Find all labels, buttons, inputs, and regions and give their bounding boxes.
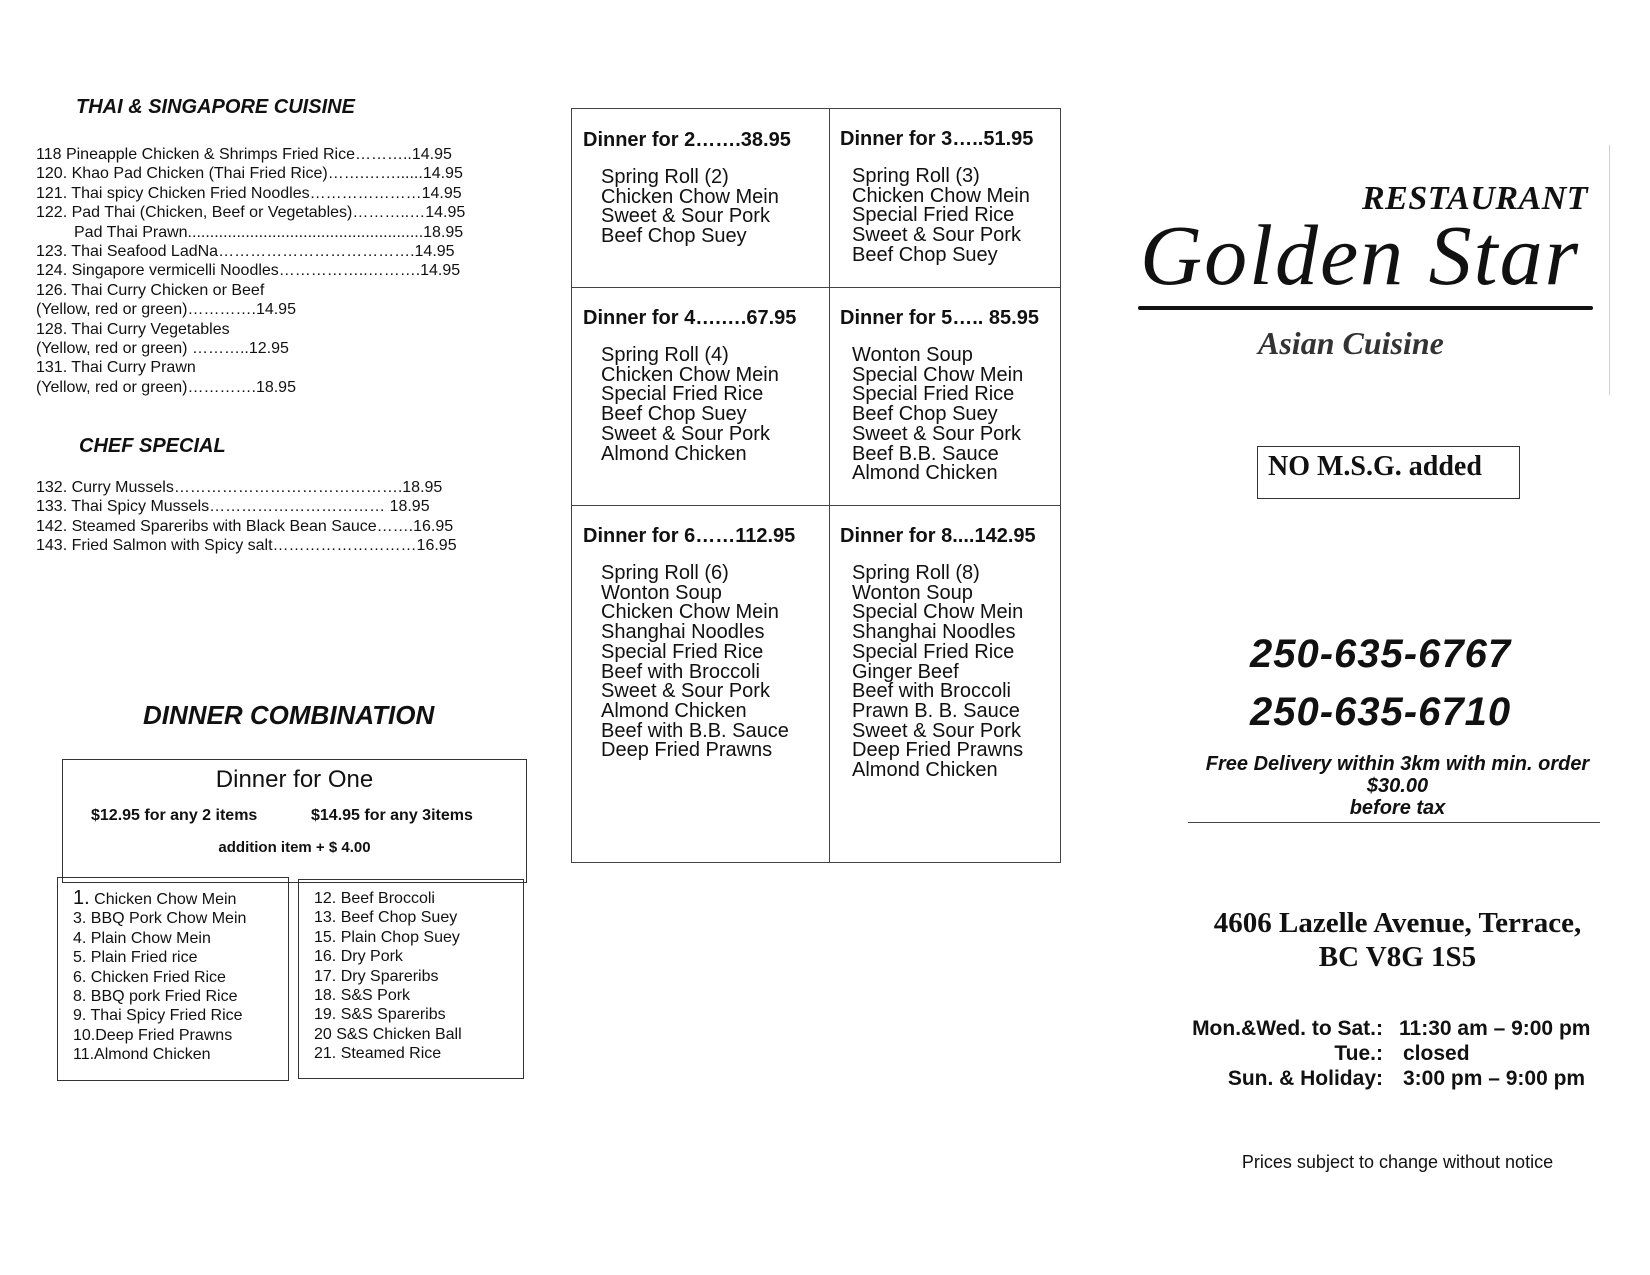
hours-row <box>1180 1066 1625 1091</box>
list-item: Wonton Soup <box>852 344 973 366</box>
list-item: Sweet & Sour Pork <box>852 719 1021 742</box>
list-item: 15. Plain Chop Suey <box>314 928 460 946</box>
list-item: Chicken Chow Mein <box>601 363 779 386</box>
thai-menu-list <box>36 145 486 397</box>
list-item: 6. Chicken Fried Rice <box>73 968 226 986</box>
phone-number-1: 250-635-6767 <box>1250 632 1512 676</box>
dinner-combination-title: DINNER COMBINATION <box>143 700 435 730</box>
dinner-set-items <box>583 346 796 464</box>
list-item: Special Fried Rice <box>852 204 1015 227</box>
price-three-items: $14.95 for any 3items <box>311 807 473 824</box>
list-item: 17. Dry Spareribs <box>314 967 439 985</box>
list-item: Beef with Broccoli <box>601 660 760 683</box>
list-item: Wonton Soup <box>852 581 973 604</box>
restaurant-label: RESTAURANT <box>1362 180 1589 217</box>
tagline: Asian Cuisine <box>1258 325 1444 361</box>
list-item: 13. Beef Chop Suey <box>314 909 458 927</box>
list-item: Sweet & Sour Pork <box>852 224 1021 247</box>
list-item: Almond Chicken <box>601 699 747 722</box>
list-item: Almond Chicken <box>601 442 747 465</box>
list-item: Special Fried Rice <box>852 640 1015 663</box>
dinner-set-items <box>583 564 795 761</box>
list-item: 11.Almond Chicken <box>73 1046 211 1064</box>
menu-item-variant: (Yellow, red or green)………….14.95 <box>36 301 296 319</box>
list-item: Sweet & Sour Pork <box>601 205 770 228</box>
list-item: 18. S&S Pork <box>314 987 411 1005</box>
list-item: 19. S&S Spareribs <box>314 1006 446 1024</box>
thai-section-title: THAI & SINGAPORE CUISINE <box>76 96 355 118</box>
phone-number-2: 250-635-6710 <box>1250 690 1512 734</box>
dinner-for-8 <box>840 525 1036 781</box>
list-item: Spring Roll (2) <box>601 166 729 188</box>
dinner-for-6 <box>583 525 795 761</box>
list-item: Special Chow Mein <box>852 601 1024 624</box>
list-item: 12. Beef Broccoli <box>314 890 435 907</box>
menu-item: 143. Fried Salmon with Spicy salt………………………16.95 <box>36 537 457 555</box>
menu-item: 126. Thai Curry Chicken or Beef <box>36 281 265 299</box>
list-item: 3. BBQ Pork Chow Mein <box>73 910 247 928</box>
menu-item: 121. Thai spicy Chicken Fried Noodles…………………14.95 <box>36 184 462 202</box>
list-item: 16. Dry Pork <box>314 948 403 966</box>
dinner-set-items <box>840 346 1039 484</box>
address-line: BC V8G 1S5 <box>1318 941 1477 973</box>
list-item: Ginger Beef <box>852 660 959 683</box>
combo-left-list-box <box>57 877 289 1081</box>
list-item: Beef with Broccoli <box>852 680 1011 703</box>
menu-item: 133. Thai Spicy Mussels…………………………… 18.95 <box>36 498 430 516</box>
opening-hours <box>1180 1016 1625 1091</box>
list-item: 8. BBQ pork Fried Rice <box>73 988 238 1006</box>
list-item: Chicken Chow Mein <box>852 184 1030 207</box>
list-item: Chicken Chow Mein <box>601 601 779 624</box>
menu-item-variant: (Yellow, red or green)………….18.95 <box>36 378 296 396</box>
list-item: Special Fried Rice <box>852 383 1015 406</box>
dinner-set-items <box>840 564 1036 781</box>
menu-item: 120. Khao Pad Chicken (Thai Fried Rice)…….……......14.95 <box>36 165 463 183</box>
hours-value: 11:30 am – 9:00 pm <box>1399 1017 1591 1040</box>
dinner-set-items <box>840 167 1033 266</box>
list-item: Beef Chop Suey <box>852 243 998 266</box>
combo-right-list-box <box>298 879 524 1079</box>
delivery-line: before tax <box>1349 797 1446 819</box>
combo-right-list <box>314 889 462 1064</box>
dinner-set-title: Dinner for 3…..51.95 <box>840 128 1034 150</box>
delivery-line: Free Delivery within 3km with min. order <box>1205 753 1590 775</box>
hours-label: Sun. & Holiday: <box>1227 1067 1383 1090</box>
menu-item: 122. Pad Thai (Chicken, Beef or Vegetables)………..…14.95 <box>36 204 466 222</box>
address <box>1180 906 1615 974</box>
list-item: Spring Roll (8) <box>852 562 980 584</box>
menu-item: Pad Thai Prawn.....................................................18.95 <box>74 223 464 241</box>
grid-divider <box>572 287 1060 288</box>
dinner-set-title: Dinner for 6……112.95 <box>583 525 796 547</box>
dinner-set-title: Dinner for 4….….67.95 <box>583 307 797 329</box>
list-item: Beef Chop Suey <box>601 403 747 426</box>
list-item: Chicken Chow Mein <box>601 185 779 208</box>
list-item: Shanghai Noodles <box>852 621 1016 644</box>
dinner-for-3 <box>840 128 1033 266</box>
dinner-for-one-box <box>62 759 527 883</box>
dinner-set-title: Dinner for 8....142.95 <box>840 525 1036 547</box>
list-item: 20 S&S Chicken Ball <box>314 1025 462 1043</box>
list-item: Special Fried Rice <box>601 640 764 663</box>
list-item: Deep Fried Prawns <box>601 739 773 762</box>
list-item: Special Chow Mein <box>852 363 1024 386</box>
list-item: Beef Chop Suey <box>601 225 747 248</box>
price-two-items: $12.95 for any 2 items <box>91 807 258 824</box>
hours-label: Mon.&Wed. to Sat.: <box>1192 1017 1383 1040</box>
menu-item: 142. Steamed Spareribs with Black Bean Sauce…….16.95 <box>36 517 454 535</box>
hours-row <box>1180 1041 1625 1066</box>
list-item: Sweet & Sour Pork <box>852 422 1021 445</box>
list-item: Prawn B. B. Sauce <box>852 699 1020 722</box>
menu-item: 118 Pineapple Chicken & Shrimps Fried Rice………..14.95 <box>36 146 452 163</box>
dinner-for-5 <box>840 307 1039 484</box>
list-item: 9. Thai Spicy Fried Rice <box>73 1007 243 1025</box>
dinner-sets-grid <box>571 108 1061 863</box>
list-item: Spring Roll (6) <box>601 562 729 584</box>
list-item: Almond Chicken <box>852 462 998 485</box>
price-notice: Prices subject to change without notice <box>1241 1152 1554 1172</box>
logo-underline <box>1138 306 1593 310</box>
hours-label: Tue.: <box>1334 1042 1383 1065</box>
list-item: 21. Steamed Rice <box>314 1045 442 1063</box>
dinner-for-4 <box>583 307 796 464</box>
list-item: Spring Roll (4) <box>601 344 729 366</box>
menu-item: 131. Thai Curry Prawn <box>36 359 196 377</box>
chef-menu-list <box>36 478 486 556</box>
addition-price: addition item + $ 4.00 <box>218 839 371 856</box>
hours-value: 3:00 pm – 9:00 pm <box>1403 1067 1586 1090</box>
restaurant-logo-name: Golden Star <box>1140 207 1581 303</box>
hours-value: closed <box>1403 1042 1470 1065</box>
menu-item-variant: (Yellow, red or green) ………..12.95 <box>36 339 289 357</box>
list-item: Beef B.B. Sauce <box>852 442 999 465</box>
msg-badge <box>1257 446 1520 499</box>
delivery-divider <box>1188 822 1600 823</box>
list-item: Wonton Soup <box>601 581 722 604</box>
address-line: 4606 Lazelle Avenue, Terrace, <box>1213 907 1582 939</box>
menu-item: 132. Curry Mussels…………………………………….18.95 <box>36 479 443 496</box>
menu-item: 123. Thai Seafood LadNa……………………………….14.95 <box>36 242 455 260</box>
dinner-for-2 <box>583 129 791 247</box>
list-item: Deep Fried Prawns <box>852 739 1024 762</box>
delivery-info <box>1180 753 1615 819</box>
hours-row <box>1180 1016 1625 1041</box>
list-item: 1. Chicken Chow Mein <box>73 887 237 909</box>
msg-badge-text: NO M.S.G. added <box>1268 451 1482 482</box>
grid-divider <box>829 109 830 862</box>
chef-section-title: CHEF SPECIAL <box>79 435 226 457</box>
dinner-set-title: Dinner for 5….. 85.95 <box>840 307 1039 329</box>
combo-left-list <box>73 889 246 1065</box>
list-item: 10.Deep Fried Prawns <box>73 1026 233 1044</box>
list-item: Beef Chop Suey <box>852 403 998 426</box>
list-item: Beef with B.B. Sauce <box>601 719 789 742</box>
list-item: Almond Chicken <box>852 759 998 782</box>
delivery-min-order: $30.00 <box>1366 775 1429 797</box>
dinner-set-items <box>583 168 791 247</box>
menu-item: 128. Thai Curry Vegetables <box>36 320 230 338</box>
panel-edge-line <box>1609 145 1610 395</box>
list-item: Spring Roll (3) <box>852 165 980 187</box>
list-item: Sweet & Sour Pork <box>601 422 770 445</box>
dinner-set-title: Dinner for 2…….38.95 <box>583 129 791 151</box>
list-item: Special Fried Rice <box>601 383 764 406</box>
grid-divider <box>572 505 1060 506</box>
list-item: Shanghai Noodles <box>601 621 765 644</box>
list-item: 5. Plain Fried rice <box>73 949 198 967</box>
list-item: Sweet & Sour Pork <box>601 680 770 703</box>
menu-item: 124. Singapore vermicelli Noodles……………..……….14.95 <box>36 262 461 280</box>
list-item: 4. Plain Chow Mein <box>73 929 211 947</box>
dinner-for-one-title: Dinner for One <box>215 766 374 793</box>
